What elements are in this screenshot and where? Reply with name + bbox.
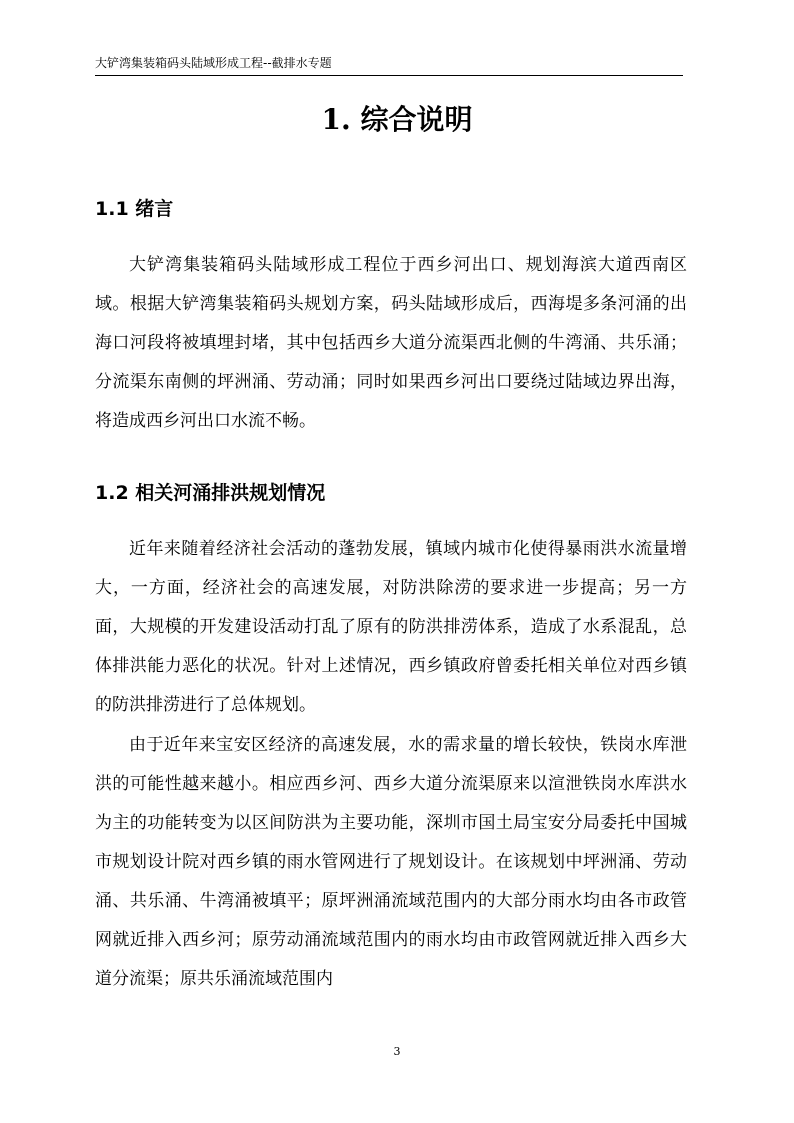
section-1-1-paragraph: 大铲湾集装箱码头陆域形成工程位于西乡河出口、规划海滨大道西南区域。根据大铲湾集装箱码头规划方案，码头陆域形成后，西海堤多条河涌的出海口河段将被填埋封堵，其中包括西乡大道分流渠西北侧的牛湾涌、共乐涌；分流渠东南侧的坪洲涌、劳动涌；同时如果西乡河出口要绕过陆域边界出海，将造成西乡河出口水流不畅。 bbox=[95, 255, 687, 431]
page-title: 1. 综合说明 bbox=[321, 103, 473, 136]
page-number: 3 bbox=[393, 1045, 401, 1058]
running-header: 大铲湾集装箱码头陆域形成工程--截排水专题 bbox=[95, 55, 683, 76]
section-1-2-paragraph-2: 由于近年来宝安区经济的高速发展，水的需求量的增长较快，铁岗水库泄洪的可能性越来越小。相应西乡河、西乡大道分流渠原来以渲泄铁岗水库洪水为主的功能转变为以区间防洪为主要功能，深圳市国土局宝安分局委托中国城市规划设计院对西乡镇的雨水管网进行了规划设计。在该规划中坪洲涌、劳动涌、共乐涌、牛湾涌被填平；原坪洲涌流域范围内的大部分雨水均由各市政管网就近排入西乡河；原劳动涌流域范围内的雨水均由市政管网就近排入西乡大道分流渠；原共乐涌流域范围内 bbox=[95, 735, 687, 989]
section-heading-1-1: 1.1 绪言 bbox=[95, 198, 174, 220]
section-heading-1-2: 1.2 相关河涌排洪规划情况 bbox=[95, 482, 326, 504]
section-1-2-paragraph-1: 近年来随着经济社会活动的蓬勃发展，镇域内城市化使得暴雨洪水流量增大，一方面，经济社会的高速发展，对防洪除涝的要求进一步提高；另一方面，大规模的开发建设活动打乱了原有的防洪排涝体系，造成了水系混乱，总体排洪能力恶化的状况。针对上述情况，西乡镇政府曾委托相关单位对西乡镇的防洪排涝进行了总体规划。 bbox=[95, 539, 687, 715]
